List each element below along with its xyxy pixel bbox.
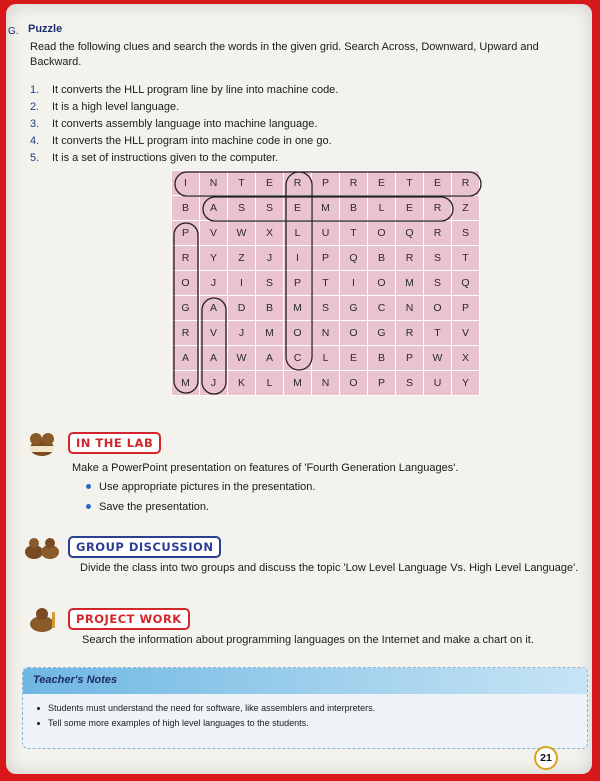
grid-cell: E: [284, 196, 311, 220]
grid-cell: X: [452, 346, 479, 370]
grid-cell: K: [228, 371, 255, 395]
grid-cell: A: [200, 346, 227, 370]
grid-cell: G: [172, 296, 199, 320]
teachers-notes-list: [37, 701, 375, 731]
grid-cell: R: [172, 246, 199, 270]
grid-cell: I: [340, 271, 367, 295]
group-discussion-badge: GROUP DISCUSSION: [68, 536, 221, 558]
grid-cell: Z: [228, 246, 255, 270]
grid-cell: N: [396, 296, 423, 320]
grid-cell: L: [312, 346, 339, 370]
grid-cell: L: [256, 371, 283, 395]
grid-cell: J: [200, 371, 227, 395]
grid-cell: Q: [452, 271, 479, 295]
clue-text: It is a set of instructions given to the computer.: [52, 152, 279, 164]
grid-cell: T: [340, 221, 367, 245]
clue-number: 4.: [30, 135, 40, 147]
grid-cell: P: [284, 271, 311, 295]
grid-cell: N: [200, 171, 227, 195]
grid-cell: G: [368, 321, 395, 345]
note-text: Students must understand the need for software, like assemblers and interpreters.: [48, 703, 376, 713]
grid-cell: M: [172, 371, 199, 395]
textbook-page: [6, 4, 592, 774]
grid-cell: A: [256, 346, 283, 370]
grid-cell: N: [312, 371, 339, 395]
grid-cell: W: [228, 221, 255, 245]
bullet-icon: [37, 707, 40, 710]
grid-cells: [171, 170, 480, 396]
grid-cell: R: [424, 196, 451, 220]
clue-text: It converts the HLL program into machine code in one go.: [52, 135, 332, 147]
grid-cell: O: [284, 321, 311, 345]
grid-cell: C: [368, 296, 395, 320]
grid-cell: R: [396, 246, 423, 270]
grid-cell: T: [452, 246, 479, 270]
page-number: 21: [534, 746, 558, 770]
grid-cell: I: [284, 246, 311, 270]
group-discussion-header: [22, 532, 221, 562]
grid-cell: U: [424, 371, 451, 395]
beavers-discussing-icon: [22, 532, 62, 562]
grid-cell: J: [228, 321, 255, 345]
group-discussion-text: Divide the class into two groups and discuss the topic 'Low Level Language Vs. High Level Language'.: [80, 562, 579, 574]
clue-list: [30, 84, 550, 169]
grid-cell: R: [172, 321, 199, 345]
grid-cell: I: [228, 271, 255, 295]
clue-item: [30, 84, 550, 101]
grid-cell: G: [340, 296, 367, 320]
grid-cell: P: [452, 296, 479, 320]
grid-cell: Q: [340, 246, 367, 270]
grid-cell: U: [312, 221, 339, 245]
grid-cell: S: [256, 271, 283, 295]
grid-cell: R: [424, 221, 451, 245]
grid-cell: M: [284, 296, 311, 320]
project-work-header: [22, 604, 190, 634]
grid-cell: E: [256, 171, 283, 195]
grid-cell: S: [424, 271, 451, 295]
grid-cell: A: [172, 346, 199, 370]
grid-cell: T: [228, 171, 255, 195]
beaver-working-icon: [22, 604, 62, 634]
grid-cell: P: [312, 171, 339, 195]
grid-cell: L: [284, 221, 311, 245]
in-the-lab-badge: IN THE LAB: [68, 432, 161, 454]
note-text: Tell some more examples of high level languages to the students.: [48, 718, 309, 728]
grid-cell: W: [228, 346, 255, 370]
clue-text: It is a high level language.: [52, 101, 180, 113]
grid-cell: E: [424, 171, 451, 195]
clue-item: [30, 135, 550, 152]
grid-cell: B: [256, 296, 283, 320]
grid-cell: R: [284, 171, 311, 195]
in-the-lab-header: [22, 428, 161, 458]
grid-cell: V: [200, 321, 227, 345]
grid-cell: R: [340, 171, 367, 195]
grid-cell: O: [368, 221, 395, 245]
grid-cell: P: [368, 371, 395, 395]
clue-item: [30, 101, 550, 118]
bullet-icon: [86, 504, 91, 509]
grid-cell: O: [340, 371, 367, 395]
grid-cell: B: [340, 196, 367, 220]
section-label: G.: [8, 26, 19, 37]
grid-cell: A: [200, 196, 227, 220]
grid-cell: N: [312, 321, 339, 345]
grid-cell: E: [340, 346, 367, 370]
grid-cell: P: [312, 246, 339, 270]
lab-bullet-text: Save the presentation.: [99, 501, 210, 513]
clue-item: [30, 152, 550, 169]
grid-cell: J: [256, 246, 283, 270]
grid-cell: B: [172, 196, 199, 220]
grid-cell: L: [368, 196, 395, 220]
grid-cell: Y: [452, 371, 479, 395]
grid-cell: A: [200, 296, 227, 320]
grid-cell: W: [424, 346, 451, 370]
grid-cell: C: [284, 346, 311, 370]
grid-cell: O: [424, 296, 451, 320]
grid-cell: M: [284, 371, 311, 395]
grid-cell: M: [256, 321, 283, 345]
teachers-notes-header: [23, 668, 587, 694]
list-item: [37, 716, 375, 731]
clue-text: It converts the HLL program line by line into machine code.: [52, 84, 339, 96]
clue-number: 5.: [30, 152, 40, 164]
grid-cell: Y: [200, 246, 227, 270]
grid-cell: S: [452, 221, 479, 245]
teachers-notes-box: [22, 667, 588, 749]
grid-cell: B: [368, 346, 395, 370]
list-item: [86, 499, 572, 515]
grid-cell: S: [396, 371, 423, 395]
grid-cell: S: [424, 246, 451, 270]
project-work-text: Search the information about programming languages on the Internet and make a chart on it.: [82, 634, 534, 646]
clue-number: 2.: [30, 101, 40, 113]
grid-cell: B: [368, 246, 395, 270]
word-search-grid: [171, 170, 482, 395]
grid-cell: E: [396, 196, 423, 220]
grid-cell: V: [200, 221, 227, 245]
puzzle-instructions: Read the following clues and search the words in the given grid. Search Across, Downward, Upward and Backward.: [30, 41, 539, 68]
grid-cell: R: [452, 171, 479, 195]
bullet-icon: [37, 722, 40, 725]
grid-cell: T: [396, 171, 423, 195]
grid-cell: P: [172, 221, 199, 245]
grid-cell: T: [424, 321, 451, 345]
grid-cell: S: [312, 296, 339, 320]
grid-cell: I: [172, 171, 199, 195]
grid-cell: O: [172, 271, 199, 295]
grid-cell: P: [396, 346, 423, 370]
grid-cell: E: [368, 171, 395, 195]
grid-cell: X: [256, 221, 283, 245]
clue-number: 1.: [30, 84, 40, 96]
grid-cell: T: [312, 271, 339, 295]
grid-cell: O: [340, 321, 367, 345]
clue-item: [30, 118, 550, 135]
grid-cell: S: [256, 196, 283, 220]
grid-cell: J: [200, 271, 227, 295]
in-the-lab-body: [72, 460, 572, 515]
grid-cell: Z: [452, 196, 479, 220]
clue-number: 3.: [30, 118, 40, 130]
clue-text: It converts assembly language into machine language.: [52, 118, 318, 130]
grid-cell: M: [396, 271, 423, 295]
section-title: Puzzle: [28, 23, 63, 35]
grid-cell: R: [396, 321, 423, 345]
list-item: [86, 479, 572, 495]
grid-cell: V: [452, 321, 479, 345]
beaver-reading-icon: [22, 428, 62, 458]
grid-cell: D: [228, 296, 255, 320]
lab-bullet-text: Use appropriate pictures in the presentation.: [99, 481, 316, 493]
grid-cell: S: [228, 196, 255, 220]
grid-cell: O: [368, 271, 395, 295]
grid-cell: M: [312, 196, 339, 220]
list-item: [37, 701, 375, 716]
project-work-badge: PROJECT WORK: [68, 608, 190, 630]
grid-cell: Q: [396, 221, 423, 245]
bullet-icon: [86, 484, 91, 489]
teachers-notes-title: Teacher's Notes: [33, 674, 118, 686]
in-the-lab-task: Make a PowerPoint presentation on features of 'Fourth Generation Languages'.: [72, 462, 459, 474]
